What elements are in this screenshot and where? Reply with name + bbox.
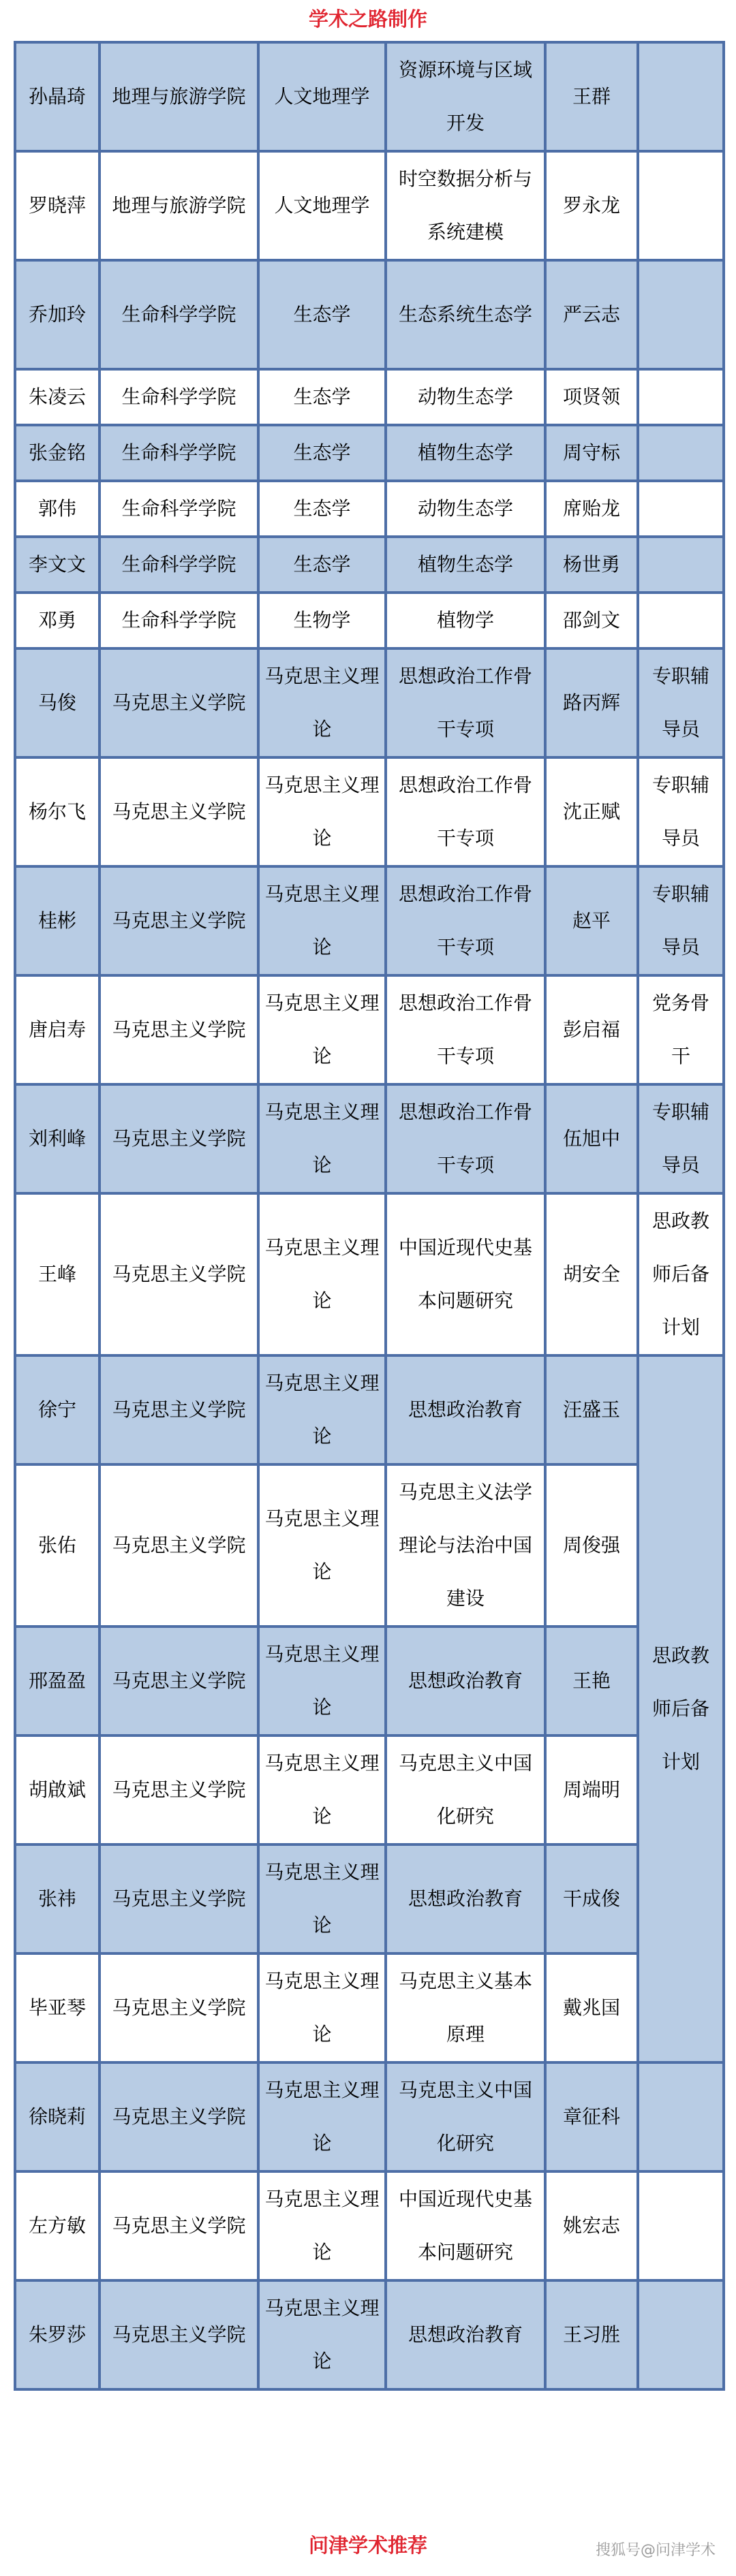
school-cell: 马克思主义学院 — [99, 1844, 258, 1953]
advisor-cell: 胡安全 — [545, 1193, 638, 1355]
major-cell: 人文地理学 — [258, 42, 386, 151]
school-cell: 马克思主义学院 — [99, 2062, 258, 2171]
major-cell: 人文地理学 — [258, 151, 386, 260]
school-cell: 马克思主义学院 — [99, 2280, 258, 2389]
direction-cell: 思想政治教育 — [386, 1844, 545, 1953]
school-cell: 马克思主义学院 — [99, 1953, 258, 2062]
table-row — [15, 1193, 724, 1355]
note-cell — [638, 481, 724, 537]
table-row — [15, 369, 724, 425]
table-row — [15, 648, 724, 757]
school-cell: 马克思主义学院 — [99, 866, 258, 975]
name-cell: 胡啟斌 — [15, 1735, 99, 1844]
major-cell: 马克思主义理论 — [258, 975, 386, 1084]
advisor-cell: 章征科 — [545, 2062, 638, 2171]
note-cell: 专职辅导员 — [638, 1084, 724, 1193]
table-row — [15, 260, 724, 369]
school-cell: 马克思主义学院 — [99, 1084, 258, 1193]
name-cell: 李文文 — [15, 537, 99, 593]
note-cell-merged: 思政教师后备计划 — [638, 1355, 724, 2062]
advisor-cell: 干成俊 — [545, 1844, 638, 1953]
school-cell: 马克思主义学院 — [99, 1627, 258, 1735]
advisor-cell: 彭启福 — [545, 975, 638, 1084]
major-cell: 马克思主义理论 — [258, 1355, 386, 1464]
advisor-cell: 戴兆国 — [545, 1953, 638, 2062]
direction-cell: 动物生态学 — [386, 369, 545, 425]
note-cell — [638, 260, 724, 369]
advisor-cell: 王群 — [545, 42, 638, 151]
school-cell: 生命科学学院 — [99, 425, 258, 481]
major-cell: 马克思主义理论 — [258, 2062, 386, 2171]
note-cell — [638, 151, 724, 260]
major-cell: 马克思主义理论 — [258, 1844, 386, 1953]
name-cell: 唐启寿 — [15, 975, 99, 1084]
major-cell: 马克思主义理论 — [258, 1084, 386, 1193]
direction-cell: 植物生态学 — [386, 537, 545, 593]
major-cell: 马克思主义理论 — [258, 757, 386, 866]
direction-cell: 思想政治教育 — [386, 1355, 545, 1464]
major-cell: 马克思主义理论 — [258, 1953, 386, 2062]
name-cell: 孙晶琦 — [15, 42, 99, 151]
direction-cell: 马克思主义中国化研究 — [386, 1735, 545, 1844]
direction-cell: 植物生态学 — [386, 425, 545, 481]
major-cell: 马克思主义理论 — [258, 648, 386, 757]
major-cell: 马克思主义理论 — [258, 1627, 386, 1735]
direction-cell: 植物学 — [386, 593, 545, 648]
school-cell: 地理与旅游学院 — [99, 42, 258, 151]
major-cell: 马克思主义理论 — [258, 2280, 386, 2389]
advisor-cell: 严云志 — [545, 260, 638, 369]
note-cell — [638, 42, 724, 151]
advisor-cell: 杨世勇 — [545, 537, 638, 593]
school-cell: 地理与旅游学院 — [99, 151, 258, 260]
major-cell: 马克思主义理论 — [258, 1735, 386, 1844]
major-cell: 生态学 — [258, 537, 386, 593]
watermark: 搜狐号@问津学术 — [595, 2542, 716, 2559]
direction-cell: 思想政治工作骨干专项 — [386, 648, 545, 757]
school-cell: 生命科学学院 — [99, 369, 258, 425]
name-cell: 罗晓萍 — [15, 151, 99, 260]
school-cell: 马克思主义学院 — [99, 2171, 258, 2280]
name-cell: 马俊 — [15, 648, 99, 757]
direction-cell: 思想政治工作骨干专项 — [386, 866, 545, 975]
school-cell: 马克思主义学院 — [99, 1355, 258, 1464]
major-cell: 生态学 — [258, 260, 386, 369]
table-row — [15, 1464, 724, 1627]
direction-cell: 思想政治工作骨干专项 — [386, 757, 545, 866]
table-row — [15, 757, 724, 866]
table-row — [15, 1355, 724, 1464]
note-cell — [638, 2171, 724, 2280]
table-row — [15, 425, 724, 481]
advisor-cell: 姚宏志 — [545, 2171, 638, 2280]
major-cell: 马克思主义理论 — [258, 1464, 386, 1627]
advisor-cell: 路丙辉 — [545, 648, 638, 757]
table-row — [15, 866, 724, 975]
table-row — [15, 593, 724, 648]
direction-cell: 中国近现代史基本问题研究 — [386, 1193, 545, 1355]
table-row — [15, 1735, 724, 1844]
note-cell: 专职辅导员 — [638, 866, 724, 975]
name-cell: 徐宁 — [15, 1355, 99, 1464]
direction-cell: 资源环境与区域开发 — [386, 42, 545, 151]
note-cell — [638, 593, 724, 648]
direction-cell: 思想政治工作骨干专项 — [386, 975, 545, 1084]
major-cell: 生态学 — [258, 481, 386, 537]
note-cell: 专职辅导员 — [638, 757, 724, 866]
name-cell: 毕亚琴 — [15, 1953, 99, 2062]
advisor-cell: 赵平 — [545, 866, 638, 975]
school-cell: 生命科学学院 — [99, 260, 258, 369]
note-cell — [638, 537, 724, 593]
school-cell: 马克思主义学院 — [99, 757, 258, 866]
table-row — [15, 975, 724, 1084]
name-cell: 朱罗莎 — [15, 2280, 99, 2389]
advisor-cell: 项贤领 — [545, 369, 638, 425]
footer-title: 问津学术推荐 — [308, 2534, 427, 2557]
name-cell: 邢盈盈 — [15, 1627, 99, 1735]
name-cell: 张金铭 — [15, 425, 99, 481]
direction-cell: 思想政治工作骨干专项 — [386, 1084, 545, 1193]
school-cell: 马克思主义学院 — [99, 975, 258, 1084]
name-cell: 王峰 — [15, 1193, 99, 1355]
direction-cell: 思想政治教育 — [386, 1627, 545, 1735]
advisor-cell: 邵剑文 — [545, 593, 638, 648]
advisor-cell: 伍旭中 — [545, 1084, 638, 1193]
advisor-cell: 周端明 — [545, 1735, 638, 1844]
advisor-cell: 周守标 — [545, 425, 638, 481]
advisor-cell: 罗永龙 — [545, 151, 638, 260]
major-cell: 生态学 — [258, 425, 386, 481]
school-cell: 马克思主义学院 — [99, 1193, 258, 1355]
name-cell: 刘利峰 — [15, 1084, 99, 1193]
note-cell: 党务骨干 — [638, 975, 724, 1084]
advisor-cell: 沈正赋 — [545, 757, 638, 866]
table-row — [15, 151, 724, 260]
name-cell: 郭伟 — [15, 481, 99, 537]
advisor-cell: 汪盛玉 — [545, 1355, 638, 1464]
school-cell: 马克思主义学院 — [99, 1464, 258, 1627]
advisor-cell: 王习胜 — [545, 2280, 638, 2389]
name-cell: 桂彬 — [15, 866, 99, 975]
note-cell — [638, 425, 724, 481]
table-row — [15, 2280, 724, 2389]
table-row — [15, 42, 724, 151]
school-cell: 马克思主义学院 — [99, 1735, 258, 1844]
roster-table — [14, 41, 725, 2391]
table-row — [15, 2062, 724, 2171]
note-cell — [638, 2062, 724, 2171]
school-cell: 生命科学学院 — [99, 481, 258, 537]
school-cell: 马克思主义学院 — [99, 648, 258, 757]
name-cell: 杨尔飞 — [15, 757, 99, 866]
direction-cell: 马克思主义法学理论与法治中国建设 — [386, 1464, 545, 1627]
major-cell: 马克思主义理论 — [258, 1193, 386, 1355]
note-cell — [638, 2280, 724, 2389]
table-row — [15, 2171, 724, 2280]
major-cell: 马克思主义理论 — [258, 866, 386, 975]
note-cell: 思政教师后备计划 — [638, 1193, 724, 1355]
school-cell: 生命科学学院 — [99, 537, 258, 593]
name-cell: 乔加玲 — [15, 260, 99, 369]
direction-cell: 生态系统生态学 — [386, 260, 545, 369]
table-row — [15, 537, 724, 593]
advisor-cell: 王艳 — [545, 1627, 638, 1735]
major-cell: 生物学 — [258, 593, 386, 648]
direction-cell: 时空数据分析与系统建模 — [386, 151, 545, 260]
direction-cell: 动物生态学 — [386, 481, 545, 537]
advisor-cell: 席贻龙 — [545, 481, 638, 537]
name-cell: 朱凌云 — [15, 369, 99, 425]
direction-cell: 中国近现代史基本问题研究 — [386, 2171, 545, 2280]
table-row — [15, 1627, 724, 1735]
note-cell: 专职辅导员 — [638, 648, 724, 757]
table-row — [15, 481, 724, 537]
name-cell: 邓勇 — [15, 593, 99, 648]
table-row — [15, 1953, 724, 2062]
table-row — [15, 1844, 724, 1953]
header-title: 学术之路制作 — [308, 7, 427, 31]
name-cell: 徐晓莉 — [15, 2062, 99, 2171]
table-row — [15, 1084, 724, 1193]
major-cell: 马克思主义理论 — [258, 2171, 386, 2280]
advisor-cell: 周俊强 — [545, 1464, 638, 1627]
major-cell: 生态学 — [258, 369, 386, 425]
name-cell: 张祎 — [15, 1844, 99, 1953]
note-cell — [638, 369, 724, 425]
direction-cell: 马克思主义中国化研究 — [386, 2062, 545, 2171]
school-cell: 生命科学学院 — [99, 593, 258, 648]
name-cell: 张佑 — [15, 1464, 99, 1627]
direction-cell: 马克思主义基本原理 — [386, 1953, 545, 2062]
name-cell: 左方敏 — [15, 2171, 99, 2280]
direction-cell: 思想政治教育 — [386, 2280, 545, 2389]
